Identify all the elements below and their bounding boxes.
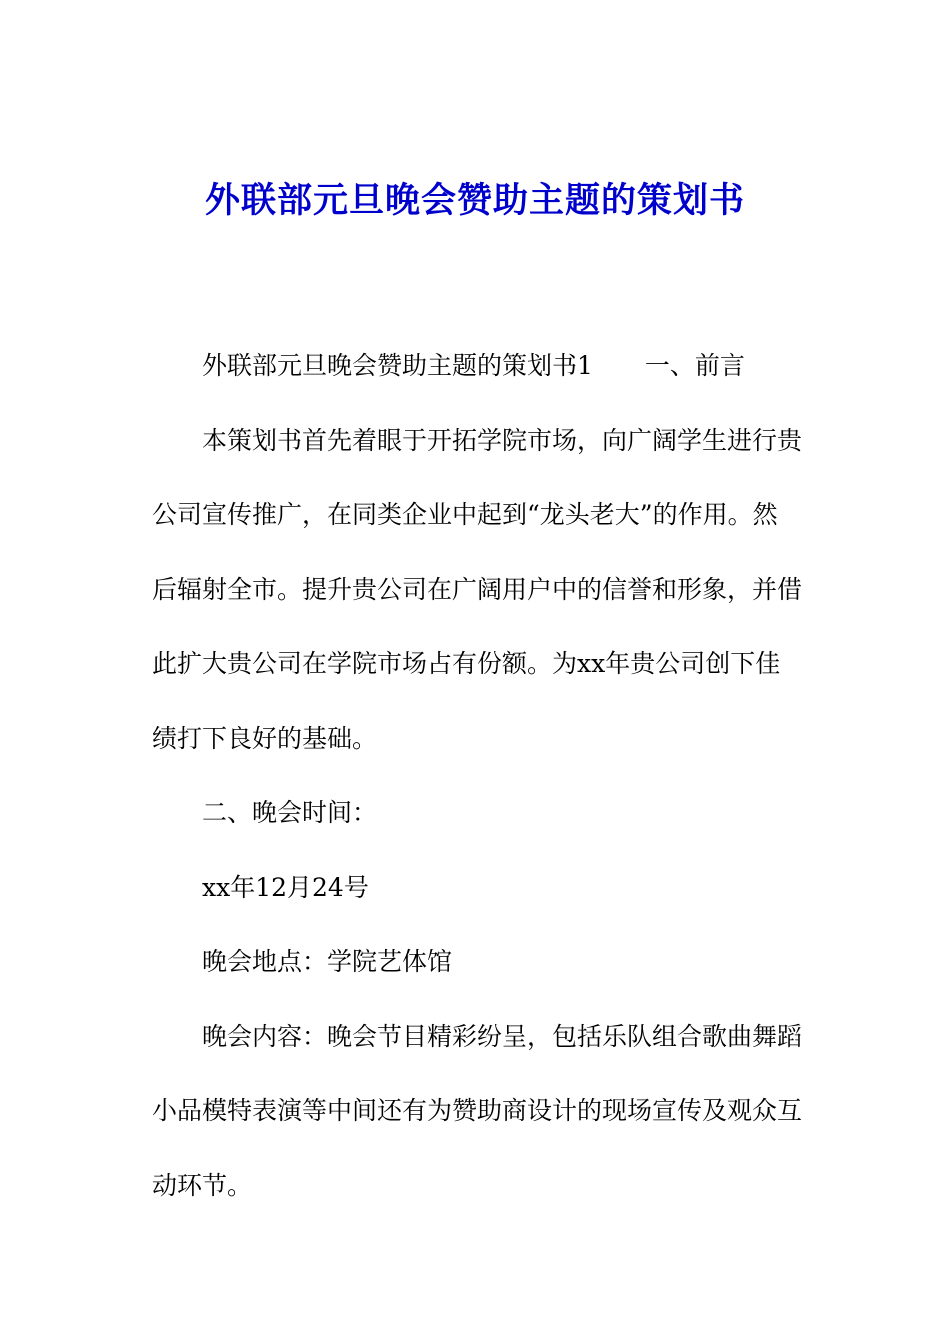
paragraph-time-heading: 二、晚会时间： xyxy=(202,798,378,827)
paragraph-preface: 本策划书首先着眼于开拓学院市场，向广阔学生进行贵公司宣传推广，在同类企业中起到“龙头老大”的作用。然后辐射全市。提升贵公司在广阔用户中的信誉和形象，并借此扩大贵公司在学院市场占有份额。为xx年贵公司创下佳绩打下良好的基础。 xyxy=(152,425,803,753)
paragraph-venue: 晚会地点：学院艺体馆 xyxy=(202,947,453,976)
paragraph-heading xyxy=(152,329,802,404)
paragraph-content: 晚会内容：晚会节目精彩纷呈，包括乐队组合歌曲舞蹈小品模特表演等中间还有为赞助商设计的现场宣传及观众互动环节。 xyxy=(152,1021,803,1200)
document-title: 外联部元旦晚会赞助主题的策划书 xyxy=(204,180,745,221)
paragraph-heading-tail: 一、前言 xyxy=(644,351,745,380)
document-body xyxy=(152,329,802,1223)
paragraph-heading-lead: 外联部元旦晚会赞助主题的策划书1 xyxy=(202,351,593,380)
paragraph-date: xx年12月24号 xyxy=(202,872,369,902)
